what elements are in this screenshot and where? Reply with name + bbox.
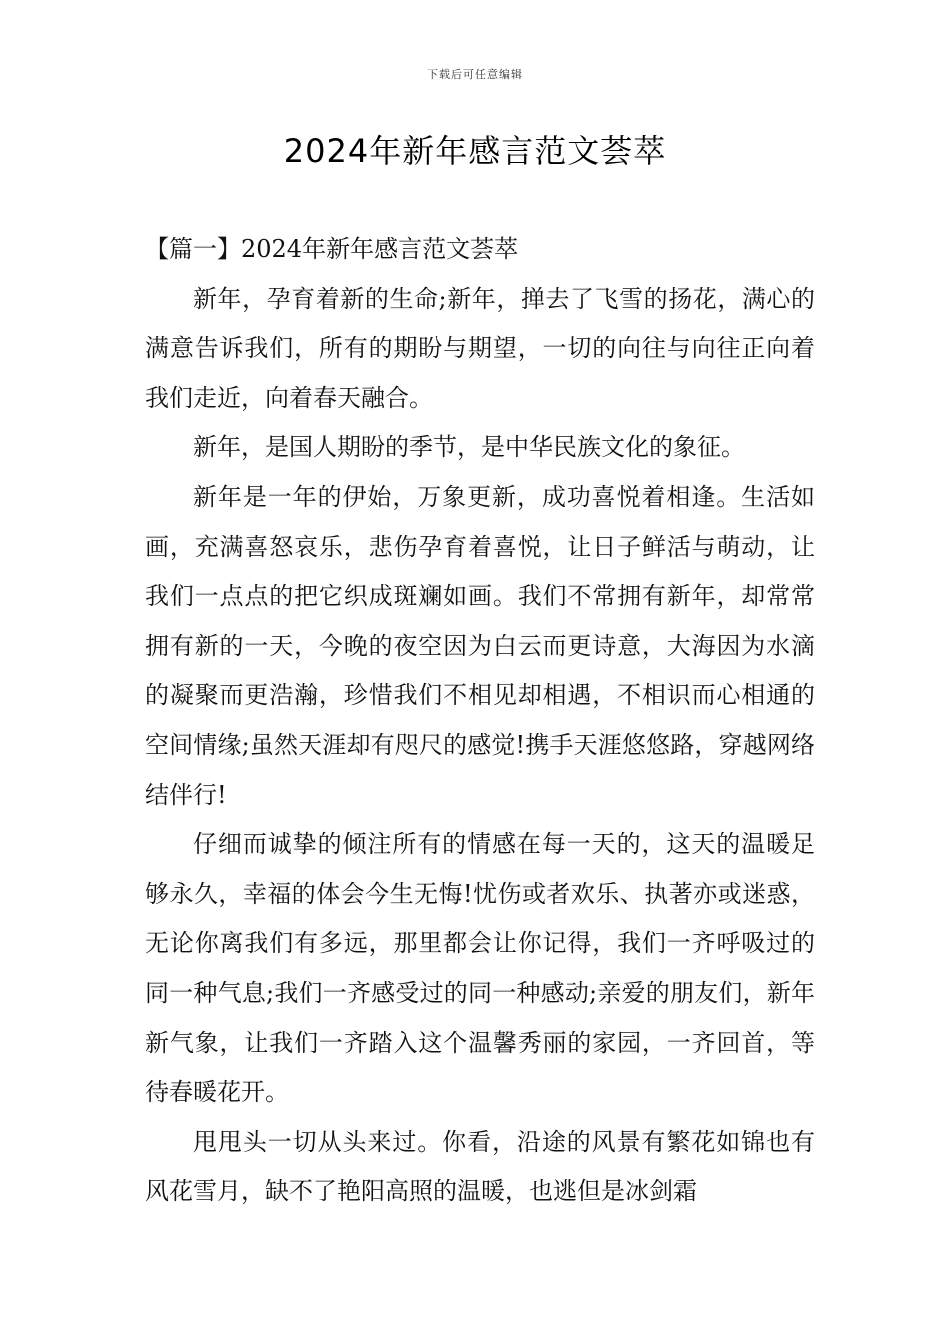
paragraph-4: 仔细而诚挚的倾注所有的情感在每一天的，这天的温暖足够永久，幸福的体会今生无悔!忧伤或者欢乐、执著亦或迷惑，无论你离我们有多远，那里都会让你记得，我们一齐呼吸过的同一种气息;我们一齐感受过的同一种感动;亲爱的朋友们，新年新气象，让我们一齐踏入这个温馨秀丽的家园，一齐回首，等待春暖花开。 <box>145 830 815 1107</box>
article-body <box>145 225 815 1217</box>
page-header-note: 下载后可任意编辑 <box>427 68 523 81</box>
paragraph-1: 新年，孕育着新的生命;新年，掸去了飞雪的扬花，满心的满意告诉我们，所有的期盼与期望，一切的向往与向往正向着我们走近，向着春天融合。 <box>145 284 815 412</box>
paragraph-5: 甩甩头一切从头来过。你看，沿途的风景有繁花如锦也有风花雪月，缺不了艳阳高照的温暖，也逃但是冰剑霜 <box>145 1127 815 1206</box>
document-title: 2024年新年感言范文荟萃 <box>283 132 667 170</box>
paragraph-2: 新年，是国人期盼的季节，是中华民族文化的象征。 <box>193 433 745 462</box>
paragraph-3: 新年是一年的伊始，万象更新，成功喜悦着相逢。生活如画，充满喜怒哀乐，悲伤孕育着喜悦，让日子鲜活与萌动，让我们一点点的把它织成斑斓如画。我们不常拥有新年，却常常拥有新的一天，今晚的夜空因为白云而更诗意，大海因为水滴的凝聚而更浩瀚，珍惜我们不相见却相遇，不相识而心相通的空间情缘;虽然天涯却有咫尺的感觉!携手天涯悠悠路，穿越网络结伴行! <box>145 482 815 809</box>
section-heading: 【篇一】2024年新年感言范文荟萃 <box>145 235 519 263</box>
